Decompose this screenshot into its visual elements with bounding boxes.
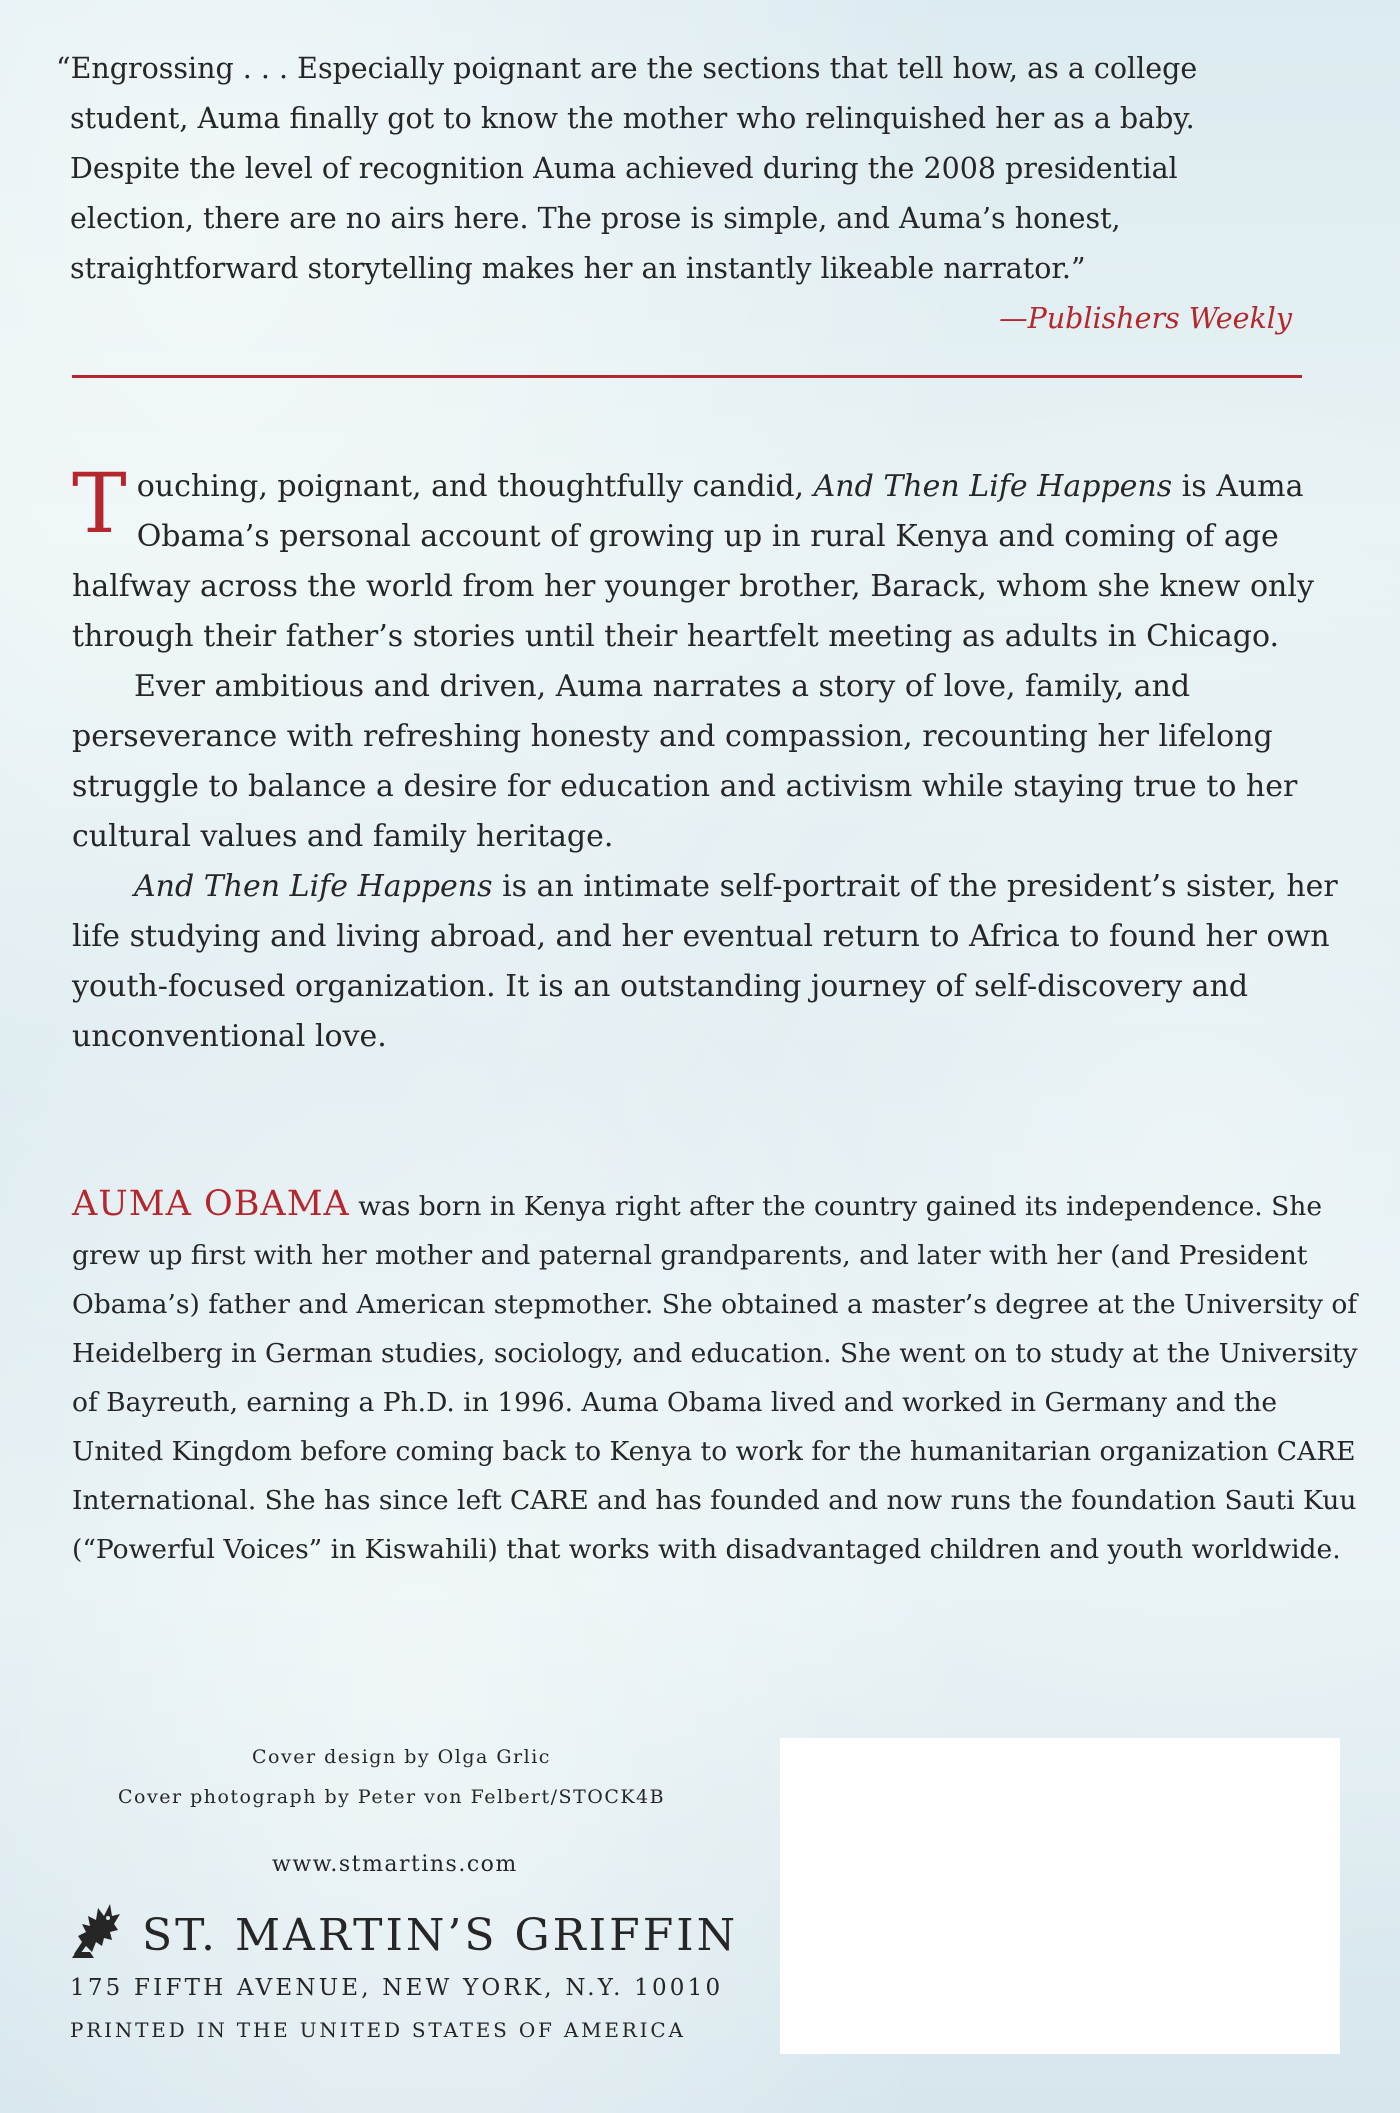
review-quote (52, 44, 1352, 344)
griffin-icon (68, 1896, 124, 1960)
publisher-website: www.stmartins.com (272, 1852, 518, 1877)
author-bio (72, 1180, 1362, 1574)
description-p3-rest: is an intimate self-portrait of the president’s sister, her life studying and living abroad, and her eventual return to Africa to found her own youth-focused organization. It is an outstanding journey of self-discovery and unconventional love. (72, 869, 1338, 1054)
author-name: AUMA OBAMA (72, 1184, 350, 1224)
section-divider (72, 375, 1302, 378)
drop-cap: T (72, 457, 127, 552)
quote-attribution: —Publishers Weekly (999, 302, 1292, 335)
publisher-name: ST. MARTIN’S GRIFFIN (142, 1910, 739, 1961)
description-p1-rest: is Auma Obama’s personal account of growing up in rural Kenya and coming of age halfway across the world from her younger brother, Barack, whom she knew only through their father’s stories until their heartfelt meeting as adults in Chicago. (72, 469, 1314, 654)
book-description (72, 457, 1362, 1062)
quote-text: “Engrossing . . . Especially poignant are the sections that tell how, as a college student, Auma finally got to know the mother who relinquished her as a baby. Despite the level of recognition Auma achieved during the 2008 presidential election, there are no airs here. The prose is simple, and Auma’s honest, straightforward storytelling makes her an instantly likeable narrator.” (56, 52, 1198, 285)
printed-in-notice: PRINTED IN THE UNITED STATES OF AMERICA (70, 2018, 686, 2042)
description-paragraph-3 (72, 862, 1362, 1062)
book-title-ref-2: And Then Life Happens (134, 869, 493, 904)
author-bio-text: was born in Kenya right after the country gained its independence. She grew up first with her mother and paternal grandparents, and later with her (and President Obama’s) father and American stepmother. She obtained a master’s degree at the University of Heidelberg in German studies, sociology, and education. She went on to study at the University of Bayreuth, earning a Ph.D. in 1996. Auma Obama lived and worked in Germany and the United Kingdom before coming back to Kenya to work for the humanitarian organization CARE International. She has since left CARE and has founded and now runs the foundation Sauti Kuu (“Powerful Voices” in Kiswahili) that works with disadvantaged children and youth worldwide. (72, 1191, 1358, 1565)
description-paragraph-2: Ever ambitious and driven, Auma narrates a story of love, family, and perseverance with refreshing honesty and compassion, recounting her lifelong struggle to balance a desire for education and activism while staying true to her cultural values and family heritage. (72, 669, 1298, 854)
cover-design-credit: Cover design by Olga Grlic (252, 1746, 551, 1768)
book-title-ref-1: And Then Life Happens (813, 469, 1173, 504)
barcode-area (780, 1738, 1340, 2054)
description-paragraph-1 (72, 457, 1362, 662)
publisher-address: 175 FIFTH AVENUE, NEW YORK, N.Y. 10010 (70, 1975, 724, 2001)
description-p1-lead: ouching, poignant, and thoughtfully candid, (136, 469, 805, 504)
cover-photo-credit: Cover photograph by Peter von Felbert/STOCK4B (118, 1786, 666, 1808)
